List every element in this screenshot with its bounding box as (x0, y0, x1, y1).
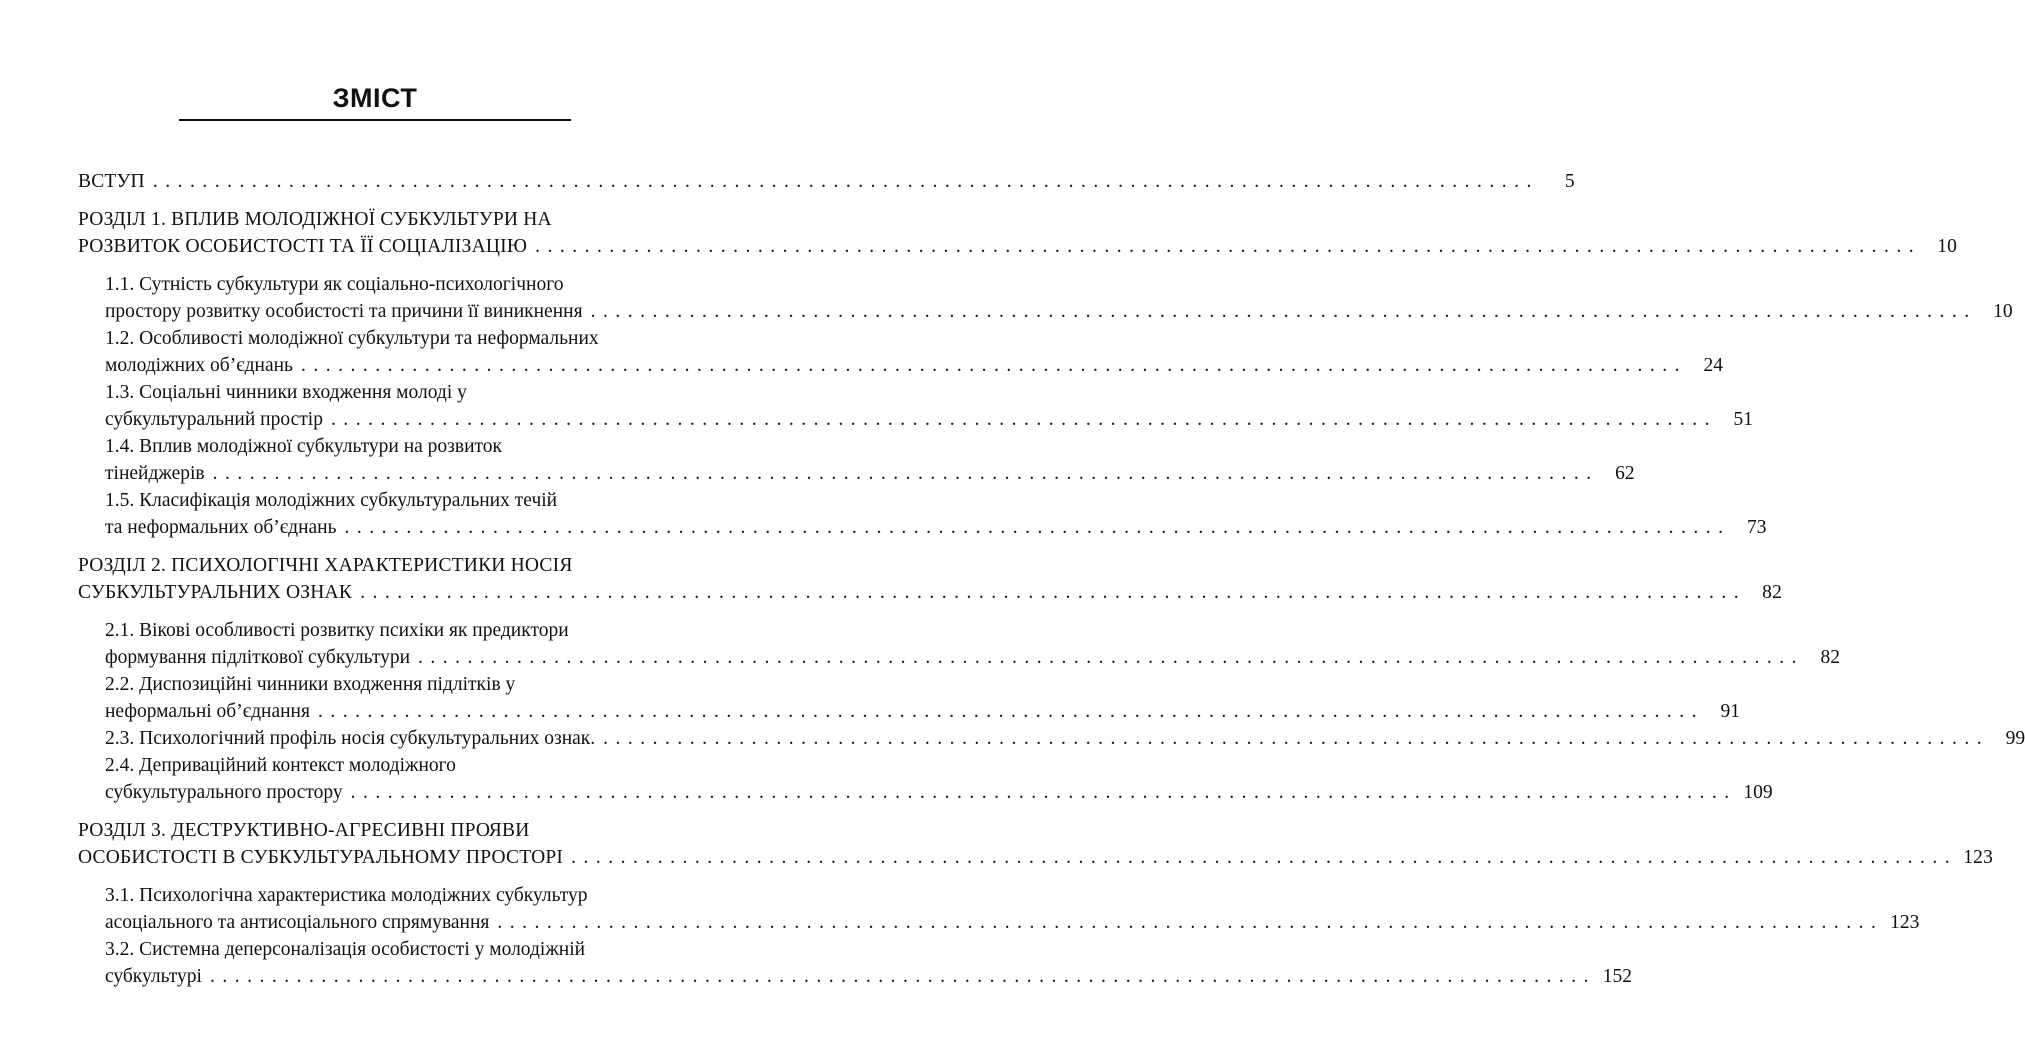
toc-entry-title: РОЗДІЛ 2. ПСИХОЛОГІЧНІ ХАРАКТЕРИСТИКИ НОСІЯ (78, 555, 573, 576)
dot-leader: ................................................................................................................ (317, 701, 1704, 722)
toc-entry-section-3-2[interactable] (78, 936, 1632, 990)
dot-leader: ................................................................................................................ (212, 463, 1599, 484)
toc-entry-title: 2.4. Деприваційний контекст молодіжного (105, 755, 456, 776)
toc-entry-title: 3.1. Психологічна характеристика молодіжних субкультур (105, 885, 588, 906)
toc-entry-title: субкультурального простору (105, 782, 343, 803)
toc-entry-title: формування підліткової субкультури (105, 647, 411, 668)
toc-entry-section-3-1[interactable] (78, 882, 1920, 936)
toc-page-number: 10 (1937, 236, 1958, 257)
toc-page-number: 62 (1615, 463, 1635, 484)
toc-entry-title: простору розвитку особистості та причини її виникнення (105, 301, 583, 322)
toc-entry-section-2-3[interactable] (78, 725, 2025, 752)
toc-entry-title: асоціального та антисоціального спрямування (105, 912, 490, 933)
toc-entry-title: 1.1. Сутність субкультури як соціально-психологічного (105, 274, 564, 295)
toc-entry-title: 1.3. Соціальні чинники входження молоді у (105, 382, 467, 403)
dot-leader: ................................................................................................................ (535, 236, 1922, 257)
table-of-contents (78, 168, 2025, 990)
toc-entry-chapter-3[interactable] (78, 817, 1994, 871)
toc-entry-title: тінейджерів (105, 463, 205, 484)
toc-entry-title: 1.5. Класифікація молодіжних субкультуральних течій (105, 490, 558, 511)
toc-entry-title: РОЗДІЛ 1. ВПЛИВ МОЛОДІЖНОЇ СУБКУЛЬТУРИ НА (78, 209, 552, 230)
toc-page-number: 24 (1703, 355, 1723, 376)
toc-entry-title: 2.1. Вікові особливості розвитку психіки як предиктори (105, 620, 569, 641)
toc-entry-chapter-1[interactable] (78, 206, 1958, 260)
toc-entry-title: 2.3. Психологічний профіль носія субкультуральних ознак. (105, 728, 596, 749)
toc-entry-title: РОЗДІЛ 3. ДЕСТРУКТИВНО-АГРЕСИВНІ ПРОЯВИ (78, 820, 530, 841)
dot-leader: ................................................................................................................ (497, 912, 1884, 933)
toc-page-number: 82 (1762, 582, 1783, 603)
toc-page-number: 5 (1564, 171, 1575, 192)
toc-page-number: 123 (1890, 912, 1920, 933)
toc-page-number: 10 (1993, 301, 2013, 322)
dot-leader: ................................................................................................................ (360, 582, 1747, 603)
dot-leader: ................................................................................................................ (209, 966, 1596, 987)
dot-leader: ................................................................................................................ (152, 171, 1539, 192)
toc-entry-title: субкультуральний простір (105, 409, 323, 430)
toc-entry-title: ОСОБИСТОСТІ В СУБКУЛЬТУРАЛЬНОМУ ПРОСТОРІ (78, 847, 564, 868)
dot-leader: ................................................................................................................ (330, 409, 1717, 430)
toc-page-number: 73 (1747, 517, 1767, 538)
toc-page-number: 91 (1720, 701, 1740, 722)
toc-entry-title: 1.4. Вплив молодіжної субкультури на розвиток (105, 436, 503, 457)
toc-entry-section-1-2[interactable] (78, 325, 1723, 379)
toc-entry-title: субкультурі (105, 966, 202, 987)
dot-leader: ................................................................................................................ (603, 728, 1990, 749)
toc-entry-title: РОЗВИТОК ОСОБИСТОСТІ ТА ЇЇ СОЦІАЛІЗАЦІЮ (78, 236, 528, 257)
toc-page-number: 123 (1963, 847, 1994, 868)
toc-entry-title: ВСТУП (78, 171, 145, 192)
toc-entry-chapter-2[interactable] (78, 552, 1783, 606)
toc-entry-title: 1.2. Особливості молодіжної субкультури та неформальних (105, 328, 599, 349)
page-title: ЗМІСТ (332, 83, 418, 113)
toc-page-number: 109 (1743, 782, 1773, 803)
dot-leader: ................................................................................................................ (571, 847, 1958, 868)
toc-entry-title: та неформальних об’єднань (105, 517, 337, 538)
toc-entry-title: 3.2. Системна деперсоналізація особистості у молодіжній (105, 939, 586, 960)
toc-entry-intro[interactable] (78, 168, 1575, 195)
dot-leader: ................................................................................................................ (300, 355, 1687, 376)
toc-entry-section-2-1[interactable] (78, 617, 1841, 671)
toc-entry-title: неформальні об’єднання (105, 701, 310, 722)
toc-entry-section-1-4[interactable] (78, 433, 1635, 487)
dot-leader: ................................................................................................................ (350, 782, 1737, 803)
toc-page-number: 99 (2005, 728, 2025, 749)
toc-entry-title: СУБКУЛЬТУРАЛЬНИХ ОЗНАК (78, 582, 353, 603)
toc-entry-section-2-4[interactable] (78, 752, 1773, 806)
toc-entry-section-1-3[interactable] (78, 379, 1753, 433)
dot-leader: ................................................................................................................ (344, 517, 1731, 538)
toc-page-number: 51 (1733, 409, 1753, 430)
title-underline (179, 119, 571, 121)
dot-leader: ................................................................................................................ (418, 647, 1805, 668)
toc-entry-section-1-1[interactable] (78, 271, 2013, 325)
toc-entry-section-2-2[interactable] (78, 671, 1740, 725)
toc-page-number: 82 (1820, 647, 1841, 668)
toc-entry-title: молодіжних об’єднань (105, 355, 293, 376)
dot-leader: ................................................................................................................ (590, 301, 1977, 322)
toc-entry-section-1-5[interactable] (78, 487, 1767, 541)
toc-page-number: 152 (1602, 966, 1632, 987)
toc-entry-title: 2.2. Диспозиційні чинники входження підлітків у (105, 674, 516, 695)
